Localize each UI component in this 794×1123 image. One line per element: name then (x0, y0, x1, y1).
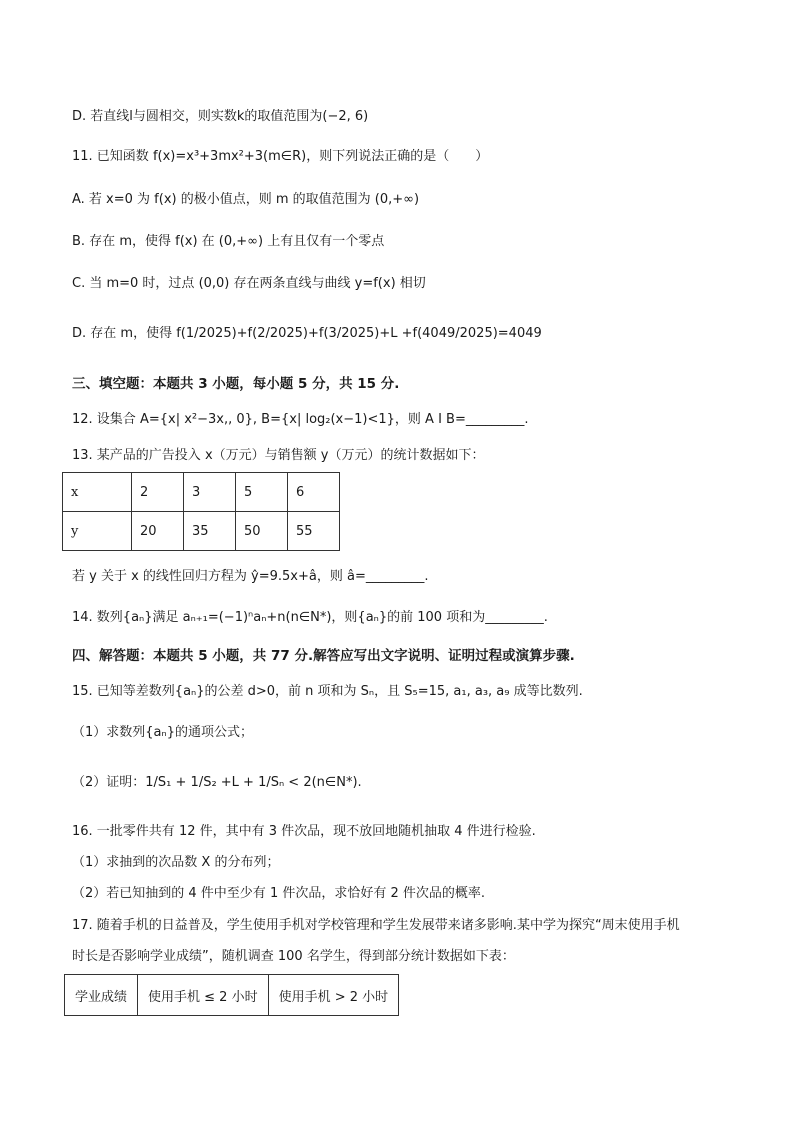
question-15-part-1: （1）求数列{aₙ}的通项公式； (72, 725, 253, 740)
table-cell: 3 (184, 473, 236, 512)
question-17-cont: 时长是否影响学业成绩”，随机调查 100 名学生，得到部分统计数据如下表： (72, 949, 515, 964)
question-13-regression: 若 y 关于 x 的线性回归方程为 ŷ=9.5x+â，则 â=_________. (72, 569, 429, 584)
question-14: 14. 数列{aₙ}满足 aₙ₊₁=(−1)ⁿaₙ+n(n∈N*)，则{aₙ}的前 100 项和为_________. (72, 610, 548, 625)
data-table-q13 (62, 472, 340, 551)
table-cell: 20 (132, 512, 184, 551)
question-11: 11. 已知函数 f(x)=x³+3mx²+3(m∈R)，则下列说法正确的是（ ） (72, 149, 489, 164)
table-cell: x (63, 473, 132, 512)
option-d-q10: D. 若直线l与圆相交，则实数k的取值范围为(−2, 6) (72, 109, 369, 124)
question-15: 15. 已知等差数列{aₙ}的公差 d>0，前 n 项和为 Sₙ，且 S₅=15, a₁, a₃, a₉ 成等比数列. (72, 684, 583, 699)
table-row (63, 512, 340, 551)
section-heading-answer: 四、解答题：本题共 5 小题，共 77 分.解答应写出文字说明、证明过程或演算步骤. (72, 648, 575, 664)
table-cell: 35 (184, 512, 236, 551)
section-heading-fill: 三、填空题：本题共 3 小题，每小题 5 分，共 15 分. (72, 376, 400, 392)
question-16: 16. 一批零件共有 12 件，其中有 3 件次品，现不放回地随机抽取 4 件进行检验. (72, 824, 536, 839)
table-row (65, 975, 399, 1016)
data-table-q17 (64, 974, 399, 1016)
question-17: 17. 随着手机的日益普及，学生使用手机对学校管理和学生发展带来诸多影响.某中学为探究“周末使用手机 (72, 918, 680, 933)
table-cell: 2 (132, 473, 184, 512)
table-cell: 55 (288, 512, 340, 551)
table-header-cell: 使用手机 > 2 小时 (268, 975, 399, 1016)
table-cell: y (63, 512, 132, 551)
table-cell: 50 (236, 512, 288, 551)
question-13: 13. 某产品的广告投入 x（万元）与销售额 y（万元）的统计数据如下： (72, 448, 485, 463)
table-cell: 6 (288, 473, 340, 512)
option-b-q11: B. 存在 m，使得 f(x) 在 (0,+∞) 上有且仅有一个零点 (72, 234, 385, 249)
table-row (63, 473, 340, 512)
question-15-part-2: （2）证明：1/S₁ + 1/S₂ +L + 1/Sₙ < 2(n∈N*). (72, 775, 362, 790)
option-c-q11: C. 当 m=0 时，过点 (0,0) 存在两条直线与曲线 y=f(x) 相切 (72, 276, 426, 291)
table-header-cell: 学业成绩 (65, 975, 138, 1016)
option-d-q11: D. 存在 m，使得 f(1/2025)+f(2/2025)+f(3/2025)+L +f(4049/2025)=4049 (72, 326, 542, 341)
table-header-cell: 使用手机 ≤ 2 小时 (138, 975, 269, 1016)
table-cell: 5 (236, 473, 288, 512)
question-16-part-1: （1）求抽到的次品数 X 的分布列； (72, 855, 280, 870)
question-12: 12. 设集合 A={x| x²−3x,, 0}, B={x| log₂(x−1)<1}，则 A I B=_________. (72, 412, 529, 427)
option-a-q11: A. 若 x=0 为 f(x) 的极小值点，则 m 的取值范围为 (0,+∞) (72, 192, 420, 207)
question-16-part-2: （2）若已知抽到的 4 件中至少有 1 件次品，求恰好有 2 件次品的概率. (72, 886, 486, 901)
